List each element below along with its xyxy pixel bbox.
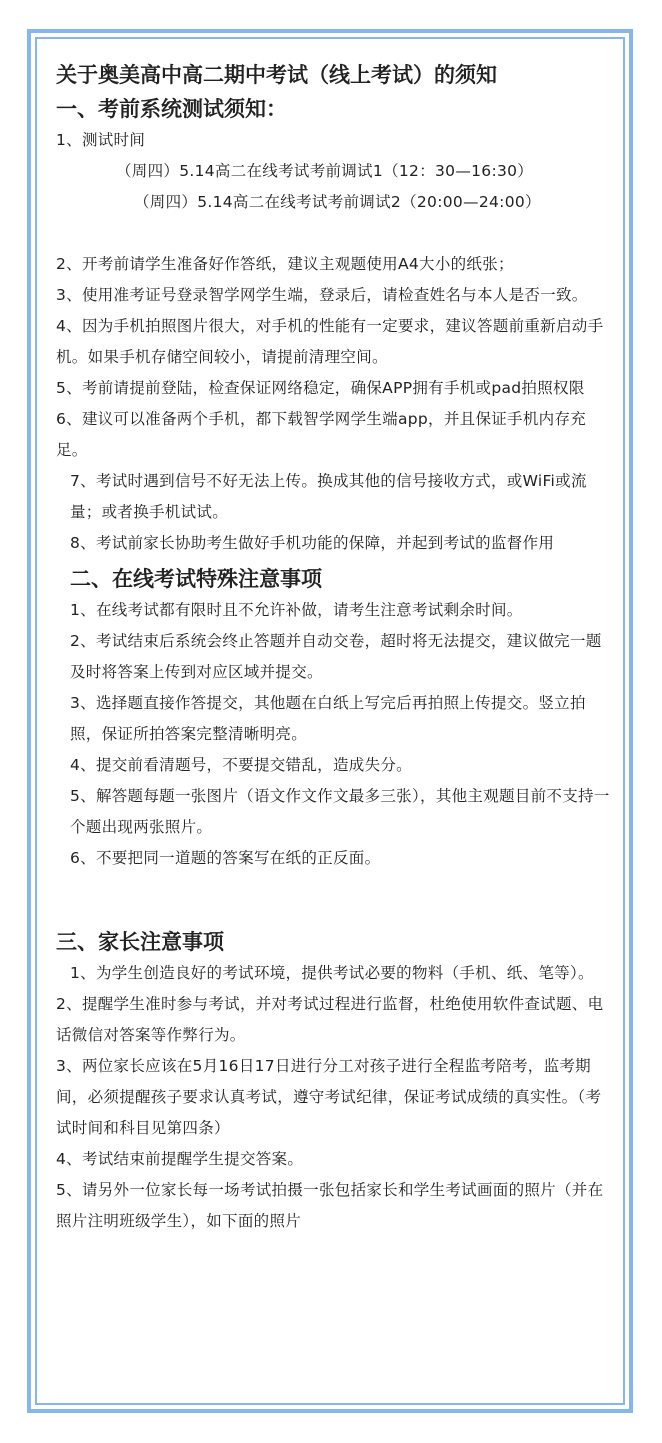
section3-item-2: 2、提醒学生准时参与考试，并对考试过程进行监督，杜绝使用软件查试题、电话微信对答案等作弊行为。 [56, 995, 604, 1044]
section3-item-5: 5、请另外一位家长每一场考试拍摄一张包括家长和学生考试画面的照片（并在照片注明班级学生），如下面的照片 [56, 1181, 604, 1230]
section2-item-6: 6、不要把同一道题的答案写在纸的正反面。 [70, 849, 381, 867]
section1-item-8: 8、考试前家长协助考生做好手机功能的保障，并起到考试的监督作用 [70, 534, 555, 552]
document-title: 关于奥美高中高二期中考试（线上考试）的须知 [56, 62, 497, 87]
section3-item-1: 1、为学生创造良好的考试环境，提供考试必要的物料（手机、纸、笔等）。 [70, 964, 594, 982]
section1-item-4: 4、因为手机拍照图片很大，对手机的性能有一定要求，建议答题前重新启动手机。如果手机存储空间较小，请提前清理空间。 [56, 317, 604, 366]
section1-item-5: 5、考前请提前登陆，检查保证网络稳定，确保APP拥有手机或pad拍照权限 [56, 379, 585, 397]
spacer [56, 874, 612, 920]
document-body [56, 59, 612, 1237]
spacer [56, 218, 612, 249]
test-time-2: （周四）5.14高二在线考试考前调试2（20:00—24:00） [134, 193, 541, 211]
section3-item-3: 3、两位家长应该在5月16日17日进行分工对孩子进行全程监考陪考，监考期间，必须提醒孩子要求认真考试，遵守考试纪律，保证考试成绩的真实性。（考试时间和科目见第四条） [56, 1057, 602, 1137]
section1-item-2: 2、开考前请学生准备好作答纸，建议主观题使用A4大小的纸张； [56, 255, 514, 273]
section1-item-7: 7、考试时遇到信号不好无法上传。换成其他的信号接收方式，或WiFi或流量；或者换手机试试。 [70, 472, 587, 521]
section2-item-3: 3、选择题直接作答提交，其他题在白纸上写完后再拍照上传提交。竖立拍照，保证所拍答案完整清晰明亮。 [70, 694, 586, 743]
section3-item-4: 4、考试结束前提醒学生提交答案。 [56, 1150, 304, 1168]
section3-heading: 三、家长注意事项 [56, 929, 224, 954]
section1-item-3: 3、使用准考证号登录智学网学生端，登录后，请检查姓名与本人是否一致。 [56, 286, 588, 304]
test-time-1: （周四）5.14高二在线考试考前调试1（12：30—16:30） [116, 162, 534, 180]
section1-item-6: 6、建议可以准备两个手机，都下载智学网学生端app，并且保证手机内存充足。 [56, 410, 587, 459]
section1-heading: 一、考前系统测试须知： [56, 96, 287, 121]
section2-item-4: 4、提交前看清题号，不要提交错乱，造成失分。 [70, 756, 412, 774]
section2-item-1: 1、在线考试都有限时且不允许补做，请考生注意考试剩余时间。 [70, 601, 523, 619]
document-frame [35, 37, 625, 1405]
section2-item-2: 2、考试结束后系统会终止答题并自动交卷，超时将无法提交，建议做完一题及时将答案上传到对应区域并提交。 [70, 632, 602, 681]
section2-item-5: 5、解答题每题一张图片（语文作文作文最多三张），其他主观题目前不支持一个题出现两张照片。 [70, 787, 610, 836]
section1-item-1: 1、测试时间 [56, 131, 146, 149]
section2-heading: 二、在线考试特殊注意事项 [70, 566, 322, 591]
